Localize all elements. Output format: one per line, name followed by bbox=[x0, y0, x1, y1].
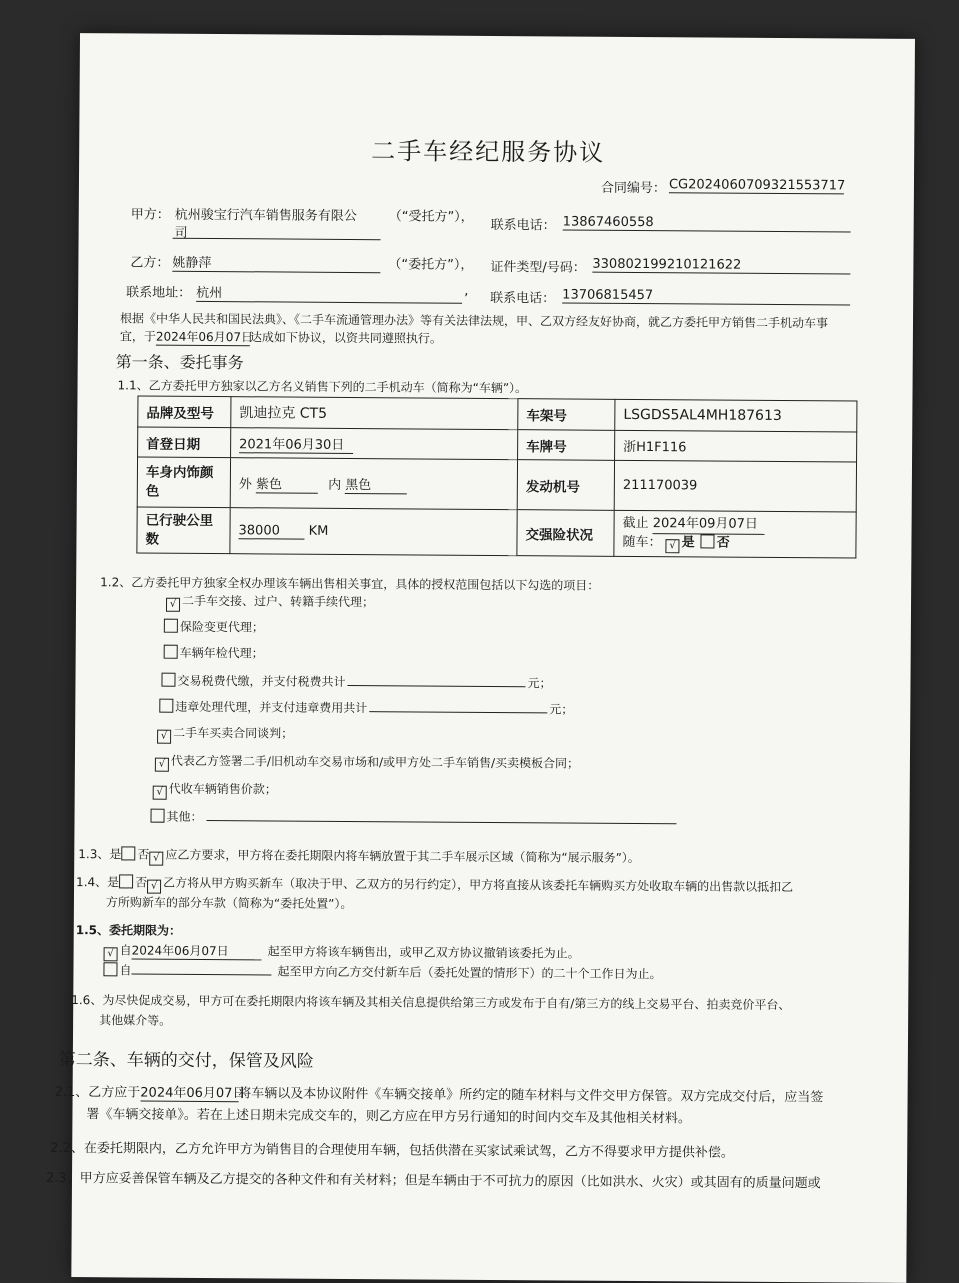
doc-title: 二手车经纪服务协议 bbox=[371, 137, 606, 167]
yes-checkbox: √ bbox=[666, 539, 680, 553]
cell-first-reg-label: 首登日期 bbox=[138, 427, 231, 458]
option-1: √ 二手车交接、过户、转籍手续代理； bbox=[166, 592, 374, 613]
cell-color-value: 外 紫色 内 黑色 bbox=[230, 458, 517, 510]
cell-insurance-label: 交强险状况 bbox=[517, 510, 614, 557]
option-8: √ 代收车辆销售价款； bbox=[153, 780, 277, 801]
contract-no-value: CG2024060709321553717 bbox=[668, 177, 846, 194]
clause-1-5-title: 1.5、委托期限为： bbox=[75, 923, 182, 938]
contract-no-label: 合同编号： bbox=[600, 180, 667, 197]
address-value: 杭州 bbox=[196, 282, 462, 304]
party-a-phone-label: 联系电话： bbox=[490, 217, 556, 234]
cell-mileage-label: 已行驶公里数 bbox=[137, 507, 230, 554]
party-a-underline bbox=[173, 238, 381, 240]
contract-page: 二手车经纪服务协议 合同编号： CG2024060709321553717 甲方： 杭州骏宝行汽车销售服务有限公 司 （“受托方”）， 联系电话： 13867460558 乙方： 姚静萍 （“委托方”）， 证件类型/号码： 330802199210121622 联系地址： 杭州 , 联系电话： 13706815457 根据《中华人民共和国民法典》、《二手车流通管理办法》等有关法律法规，甲、乙双方经友好协商，就乙方委托甲方销售二手机动车事 宜，于2024年06月07日达成如下协议，以资共同遵照执行。 第一条、委托事务 1.1、乙方委托甲方独家以乙方名义销售下列的二手机动车（简称为“车辆”）。 品牌及型号 凯迪拉克 CT5 车架号 LSGDS5AL4MH187613 首登日期 2021年06月30日 车牌号 浙H1F116 车身内饰颜色 外 紫色 内 黑色 发动机号 211170039 已行驶公里数 38000 KM 交强险状况 截止 2024年09月07日 随车： √ 是 否 1.2、乙方委托甲方独家全权办理该车辆出售相关事宜，具体的授权范围包括以下勾选的项目： √ 二手车交接、过户、转籍手续代理； 保险变更代理； 车辆年检代理； 交易税费代缴，并支付税费共计 元； 违章处理代理，并支付违章费用共计 元； √ 二手车买卖合同谈判； √ 代表乙方签署二手/旧机动车交易市场和/或甲方处二手车销售/买卖模板合同； √ 代收车辆销售价款； 其他： 1.3、是 否 √ 应乙方要求，甲方将在委托期限内将车辆放置于其二手车展示区域（简称为“展示服务”）。 1.4、是 否 √ 乙方将从甲方购买新车（取决于甲、乙双方的另行约定），甲方将直接从该委托车辆购买方处收取车辆的出售款以抵扣乙 方所购新车的部分车款（简称为“委托处置”）。 1.5、委托期限为： √ 自2024年06月07日 起至甲方将该车辆售出，或甲乙双方协议撤销该委托为止。 自 起至甲方向乙方交付新车后（委托处置的情形下）的二十个工作日为止。 1.6、为尽快促成交易，甲方可在委托期限内将该车辆及其相关信息提供给第三方或发布于自有/第三方的线上交易平台、拍卖竞价平台、 其他媒介等。 第二条、车辆的交付，保管及风险 2.1、乙方应于2024年06月07日将车辆以及本协议附件《车辆交接单》所约定的随车材料与文件交甲方保管。双方完成交付后，应当签 署《车辆交接单》。若在上述日期未完成交车的，则乙方应在甲方另行通知的时间内交车及其他相关材料。 2.2、在委托期限内，乙方允许甲方为销售目的合理使用车辆，包括供潜在买家试乘试驾，乙方不得要求甲方提供补偿。 2.3、甲方应妥善保管车辆及乙方提交的各种文件和有关材料；但是车辆由于不可抗力的原因（比如洪水、火灾）或其固有的质量问题或 bbox=[71, 33, 915, 1283]
party-b-id: 330802199210121622 bbox=[592, 257, 850, 275]
clause-2-1-line2: 署《车辆交接单》。若在上述日期未完成交车的，则乙方应在甲方另行通知的时间内交车及其他相关材料。 bbox=[86, 1107, 692, 1127]
term-option-2: 自 起至甲方向乙方交付新车后（委托处置的情形下）的二十个工作日为止。 bbox=[103, 961, 661, 982]
cell-color-label: 车身内饰颜色 bbox=[137, 457, 230, 508]
party-a-phone: 13867460558 bbox=[563, 214, 851, 232]
option-5: 违章处理代理，并支付违章费用共计 元； bbox=[159, 698, 573, 718]
preamble-line2: 宜，于2024年06月07日达成如下协议，以资共同遵照执行。 bbox=[119, 329, 442, 346]
party-b-phone: 13706815457 bbox=[562, 287, 850, 305]
cell-vin-value: LSGDS5AL4MH187613 bbox=[615, 399, 857, 432]
no-checkbox bbox=[701, 534, 715, 548]
option-3: 车辆年检代理； bbox=[164, 644, 264, 662]
cell-mileage-value: 38000 KM bbox=[230, 508, 517, 556]
clause-2-2: 2.2、在委托期限内，乙方允许甲方为销售目的合理使用车辆，包括供潜在买家试乘试驾，乙方不得要求甲方提供补偿。 bbox=[50, 1140, 734, 1161]
option-4: 交易税费代缴，并支付税费共计 元； bbox=[161, 672, 551, 692]
option-6: √ 二手车买卖合同谈判； bbox=[157, 724, 293, 745]
term-option-1: √ 自2024年06月07日 起至甲方将该车辆售出，或甲乙双方协议撤销该委托为止。 bbox=[104, 941, 580, 964]
clause-1-6-line1: 1.6、为尽快促成交易，甲方可在委托期限内将该车辆及其相关信息提供给第三方或发布于自有/第三方的线上交易平台、拍卖竞价平台、 bbox=[71, 993, 791, 1013]
cell-engine-label: 发动机号 bbox=[517, 460, 614, 511]
cell-plate-value: 浙H1F116 bbox=[615, 430, 857, 462]
clause-1-3: 1.3、是 否 √ 应乙方要求，甲方将在委托期限内将车辆放置于其二手车展示区域（简称为“展示服务”）。 bbox=[78, 847, 640, 866]
clause-1-6-line2: 其他媒介等。 bbox=[99, 1013, 172, 1028]
cell-first-reg-value: 2021年06月30日 bbox=[231, 428, 518, 460]
clause-1-1: 1.1、乙方委托甲方独家以乙方名义销售下列的二手机动车（简称为“车辆”）。 bbox=[117, 378, 528, 396]
cell-brand-value: 凯迪拉克 CT5 bbox=[231, 397, 518, 430]
cell-insurance-value: 截止 2024年09月07日 随车： √ 是 否 bbox=[614, 510, 856, 558]
cell-engine-value: 211170039 bbox=[614, 460, 856, 512]
cell-plate-label: 车牌号 bbox=[518, 430, 615, 461]
option-9: 其他： bbox=[150, 808, 676, 829]
cell-vin-label: 车架号 bbox=[518, 399, 615, 431]
clause-2-1-line1: 2.1、乙方应于2024年06月07日将车辆以及本协议附件《车辆交接单》所约定的随车材料与文件交甲方保管。双方完成交付后，应当签 bbox=[55, 1081, 824, 1106]
party-a-name-line1: 杭州骏宝行汽车销售服务有限公 bbox=[174, 207, 357, 225]
section-2-title: 第二条、车辆的交付，保管及风险 bbox=[58, 1049, 314, 1072]
vehicle-info-table bbox=[136, 395, 857, 558]
party-b-label: 乙方： bbox=[130, 255, 170, 271]
clause-1-4-line2: 方所购新车的部分车款（简称为“委托处置”）。 bbox=[105, 895, 353, 912]
preamble-line1: 根据《中华人民共和国民法典》、《二手车流通管理办法》等有关法律法规，甲、乙双方经友好协商，就乙方委托甲方销售二手机动车事 bbox=[119, 311, 829, 331]
party-b-name: 姚静萍 bbox=[172, 252, 380, 273]
option-7: √ 代表乙方签署二手/旧机动车交易市场和/或甲方处二手车销售/买卖模板合同； bbox=[155, 752, 579, 775]
party-b-id-label: 证件类型/号码： bbox=[490, 259, 586, 276]
option-2: 保险变更代理； bbox=[164, 618, 264, 636]
party-b-role: （“委托方”）， bbox=[388, 257, 474, 273]
section-1-title: 第一条、委托事务 bbox=[115, 352, 244, 373]
address-label: 联系地址： bbox=[126, 285, 192, 301]
party-a-role: （“受托方”）， bbox=[388, 209, 474, 225]
clause-2-3: 2.3、甲方应妥善保管车辆及乙方提交的各种文件和有关材料；但是车辆由于不可抗力的原因（比如洪水、火灾）或其固有的质量问题或 bbox=[45, 1170, 821, 1192]
clause-1-2: 1.2、乙方委托甲方独家全权办理该车辆出售相关事宜，具体的授权范围包括以下勾选的项目： bbox=[100, 575, 600, 593]
cell-brand-label: 品牌及型号 bbox=[138, 396, 231, 428]
clause-1-4-line1: 1.4、是 否 √ 乙方将从甲方购买新车（取决于甲、乙双方的另行约定），甲方将直接从该委托车辆购买方处收取车辆的出售款以抵扣乙 bbox=[76, 875, 794, 895]
party-a-label: 甲方： bbox=[130, 207, 170, 223]
party-a-name-line2: 司 bbox=[174, 225, 188, 241]
party-b-phone-label: 联系电话： bbox=[490, 290, 556, 307]
